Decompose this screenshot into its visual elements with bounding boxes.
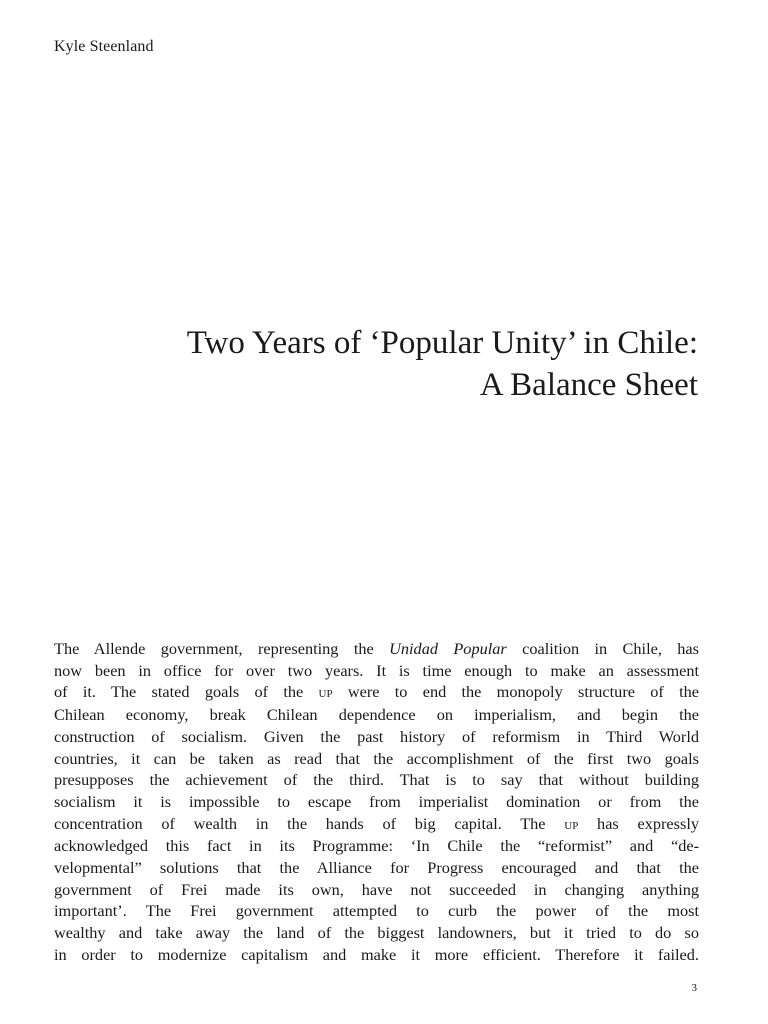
body-line: in order to modernize capitalism and make it more efficient. Therefore it failed. xyxy=(54,944,699,964)
body-line: countries, it can be taken as read that the accomplishment of the first two goals xyxy=(54,748,699,768)
body-line: Chilean economy, break Chilean dependence on imperialism, and begin the xyxy=(54,705,699,725)
emphasis-text: Unidad Popular xyxy=(389,639,507,658)
article-title-line-2: A Balance Sheet xyxy=(479,367,698,403)
article-title xyxy=(54,322,698,406)
small-caps-abbreviation: up xyxy=(564,815,579,833)
body-line: presupposes the achievement of the third. That is to say that without building xyxy=(54,770,699,790)
body-line: wealthy and take away the land of the biggest landowners, but it tried to do so xyxy=(54,923,699,943)
body-line: government of Frei made its own, have not succeeded in changing anything xyxy=(54,879,699,899)
author-name: Kyle Steenland xyxy=(54,38,154,55)
body-line xyxy=(54,681,699,704)
body-line: construction of socialism. Given the past history of reformism in Third World xyxy=(54,726,699,746)
body-line: acknowledged this fact in its Programme: ‘In Chile the “reformist” and “de- xyxy=(54,836,699,856)
body-text-segment: coalition in Chile, has xyxy=(506,639,699,658)
page-number: 3 xyxy=(691,982,697,994)
article-title-line-1: Two Years of ‘Popular Unity’ in Chile: xyxy=(186,325,698,361)
body-text-segment: concentration of wealth in the hands of big capital. The xyxy=(54,813,565,833)
body-text-segment: has expressly xyxy=(578,813,699,833)
body-line: important’. The Frei government attempted to curb the power of the most xyxy=(54,901,699,921)
body-paragraph xyxy=(54,638,699,966)
body-line xyxy=(54,638,699,660)
body-text-segment: of it. The stated goals of the xyxy=(54,682,319,702)
body-text-segment: were to end the monopoly structure of the xyxy=(332,682,699,702)
body-text-segment: The Allende government, representing the xyxy=(54,639,390,658)
body-line: now been in office for over two years. It is time enough to make an assessment xyxy=(54,660,699,680)
small-caps-abbreviation: up xyxy=(318,684,333,702)
body-line: socialism it is impossible to escape from imperialist domination or from the xyxy=(54,791,699,811)
body-line: velopmental” solutions that the Alliance for Progress encouraged and that the xyxy=(54,858,699,878)
body-line xyxy=(54,813,699,836)
